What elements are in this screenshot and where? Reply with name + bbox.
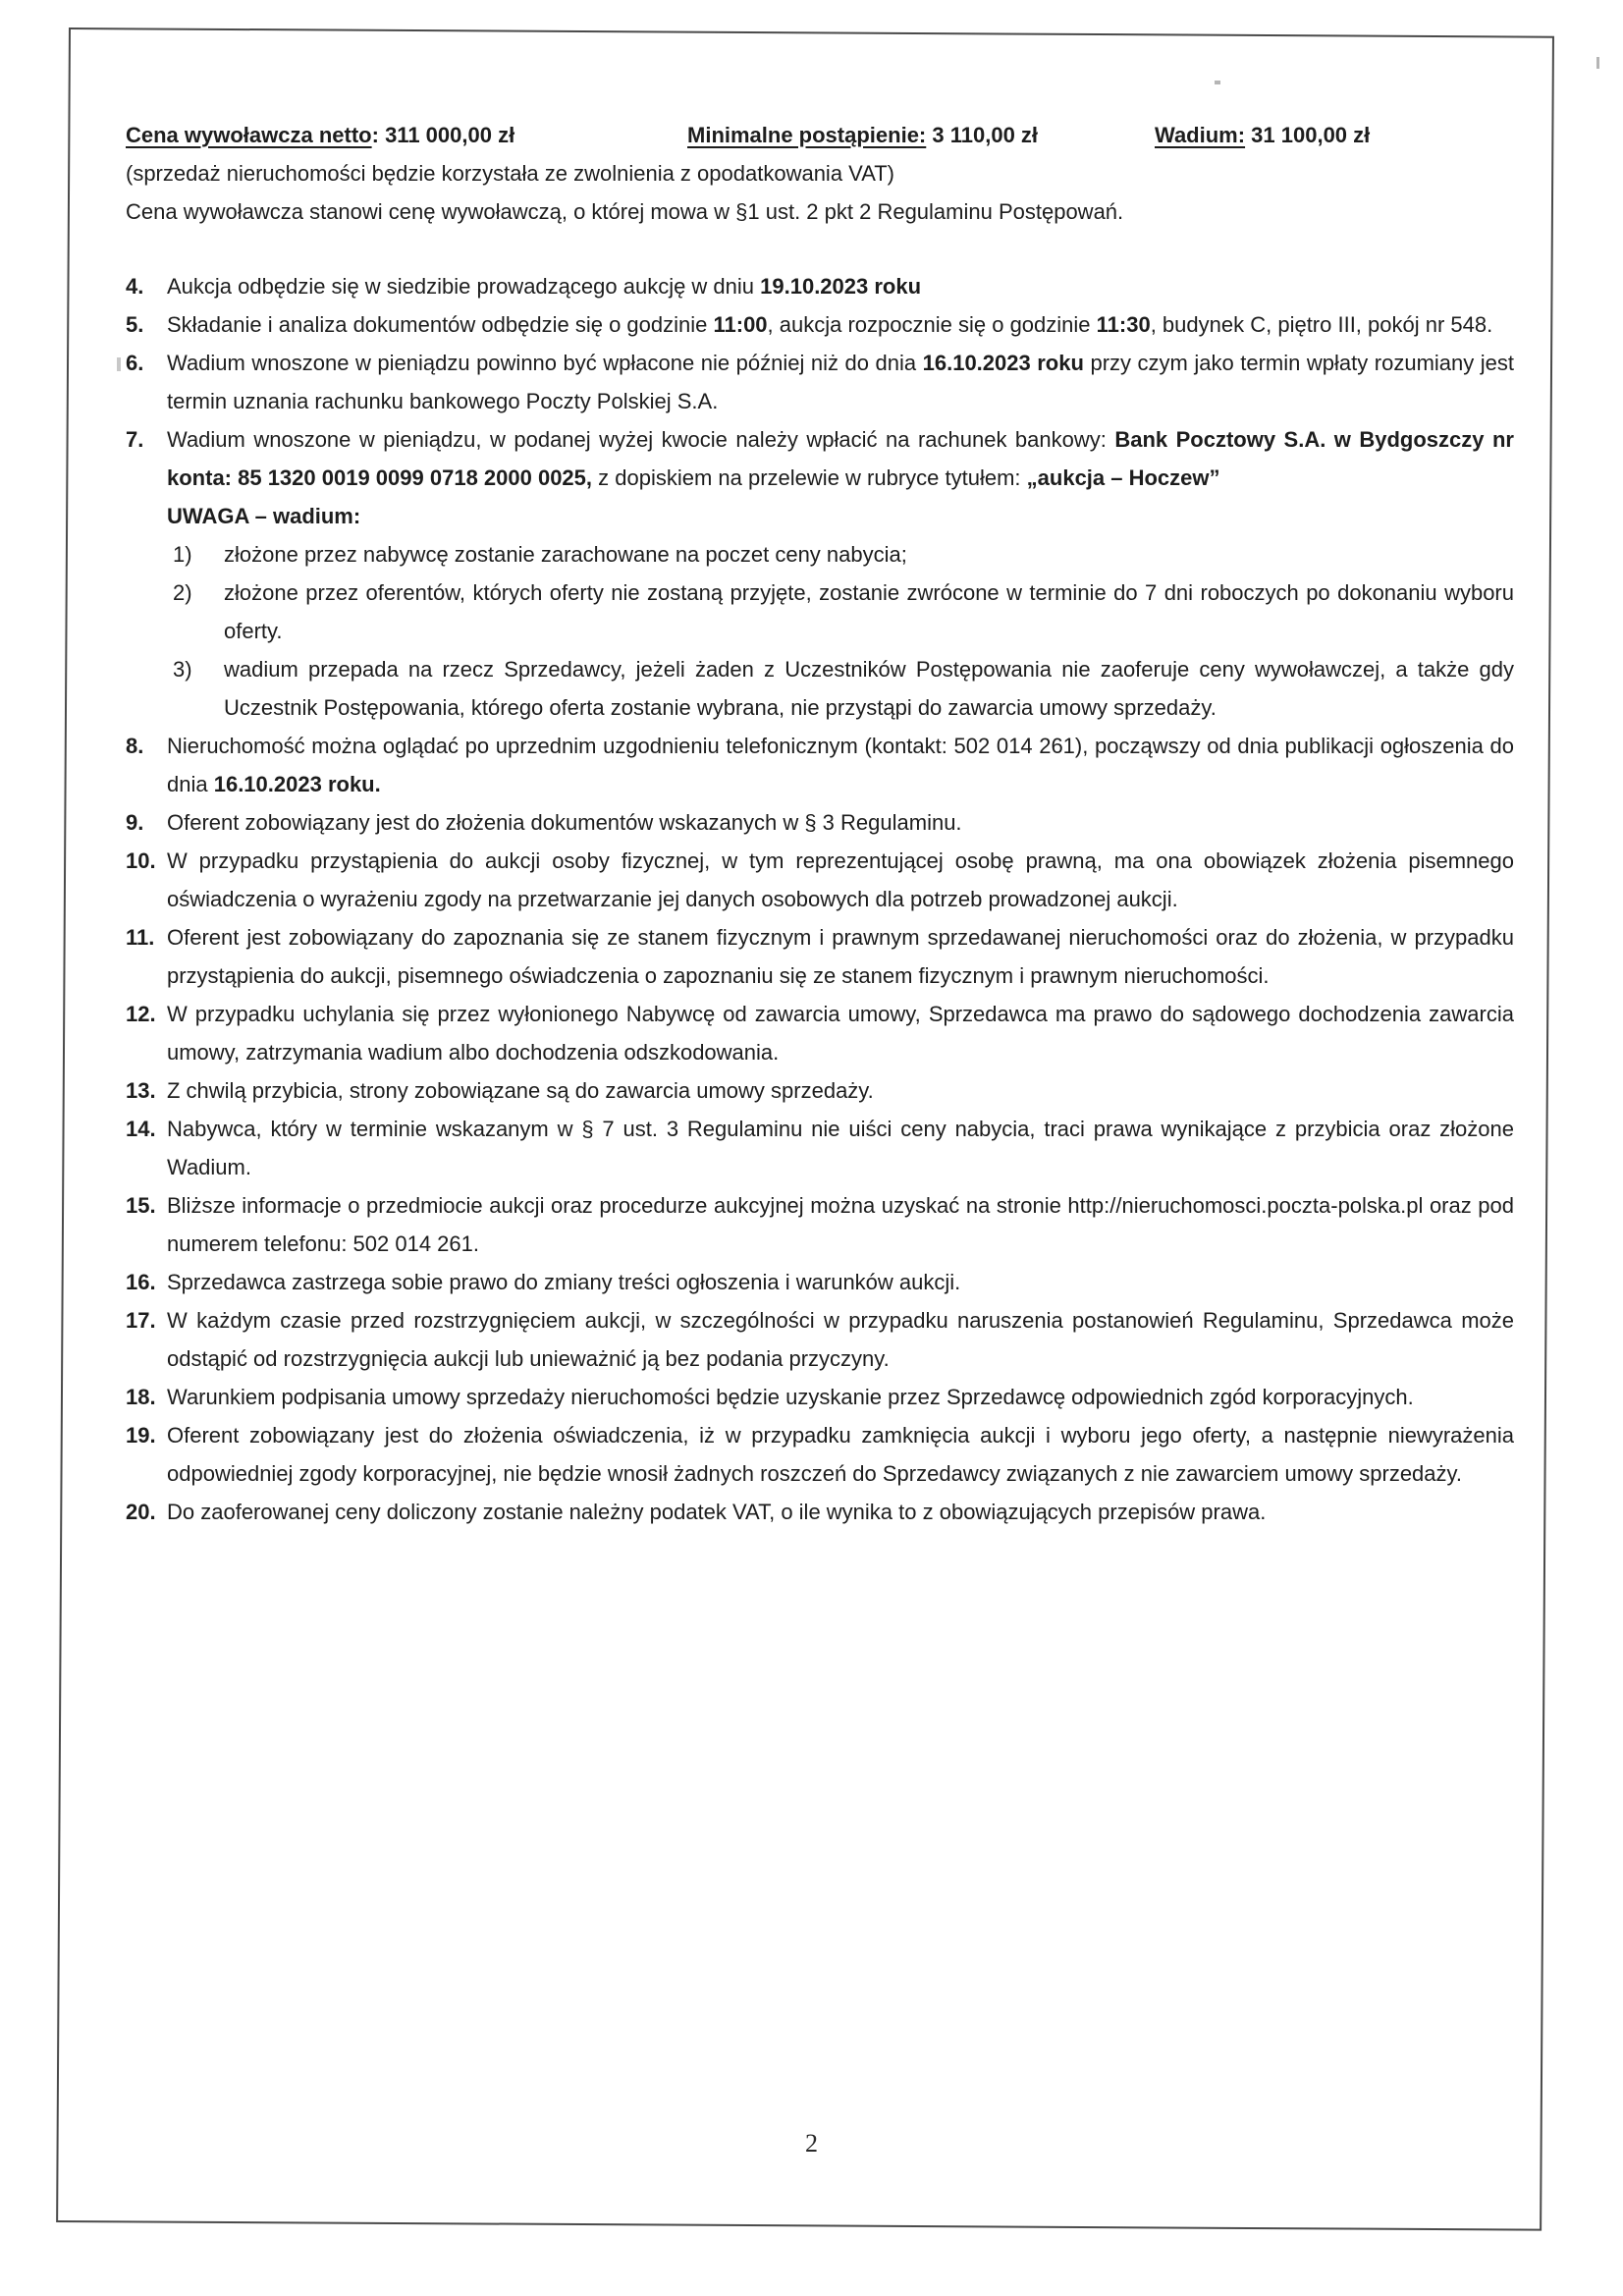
item-number: 2) xyxy=(173,580,192,605)
list-item-14 xyxy=(126,1110,1514,1186)
text-run: Bliższe informacje o przedmiocie aukcji oraz procedurze aukcyjnej można uzyskać na stronie http://nieruchomosci.poczta-polska.pl oraz pod numerem telefonu: 502 014 261. xyxy=(167,1193,1514,1256)
sub-item-1 xyxy=(126,535,1514,574)
emphasized-text: „aukcja – Hoczew” xyxy=(1026,465,1220,490)
list-item-10 xyxy=(126,842,1514,918)
list-item-4 xyxy=(126,267,1514,305)
text-run: Aukcja odbędzie się w siedzibie prowadzącego aukcję w dniu xyxy=(167,274,761,299)
emphasized-text: Bank Pocztowy S.A. w Bydgoszczy nr konta: 85 1320 0019 0099 0718 2000 0025, xyxy=(167,427,1514,490)
item-number: 6. xyxy=(126,351,144,375)
text-run: Oferent zobowiązany jest do złożenia dokumentów wskazanych w § 3 Regulaminu. xyxy=(167,810,962,835)
list-item-5 xyxy=(126,305,1514,344)
list-item-13 xyxy=(126,1071,1514,1110)
text-run: W przypadku uchylania się przez wyłonionego Nabywcę od zawarcia umowy, Sprzedawca ma prawo do sądowego dochodzenia zawarcia umowy, zatrzymania wadium albo dochodzenia odszkodowania. xyxy=(167,1002,1514,1065)
text-run: Sprzedawca zastrzega sobie prawo do zmiany treści ogłoszenia i warunków aukcji. xyxy=(167,1270,961,1294)
emphasized-text: 19.10.2023 roku xyxy=(760,274,922,299)
deposit-label: Wadium: xyxy=(1155,123,1246,147)
text-run: Oferent jest zobowiązany do zapoznania się ze stanem fizycznym i prawnym sprzedawanej nieruchomości oraz do złożenia, w przypadku przystąpienia do aukcji, pisemnego oświadczenia o zapoznaniu się ze stanem fizycznym i prawnym nieruchomości. xyxy=(167,925,1514,988)
text-run: , aukcja rozpocznie się o godzinie xyxy=(767,312,1097,337)
item-number: 7. xyxy=(126,427,144,452)
item-number: 15. xyxy=(126,1193,156,1218)
item-number: 18. xyxy=(126,1385,156,1409)
page-number: 2 xyxy=(805,2129,818,2158)
list-item-8 xyxy=(126,727,1514,803)
emphasized-text: 11:00 xyxy=(713,312,768,337)
list xyxy=(126,267,1514,1531)
text-run: Wadium wnoszone w pieniądzu, w podanej wyżej kwocie należy wpłacić na rachunek bankowy: xyxy=(167,427,1115,452)
list-item-15 xyxy=(126,1186,1514,1263)
item-number: 9. xyxy=(126,810,144,835)
text-run: Wadium wnoszone w pieniądzu powinno być wpłacone nie później niż do dnia xyxy=(167,351,923,375)
text-run: wadium przepada na rzecz Sprzedawcy, jeżeli żaden z Uczestników Postępowania nie zaoferuje ceny wywoławczej, a także gdy Uczestnik Postępowania, którego oferta zostanie wybrana, nie przystąpi do zawarcia umowy sprzedaży. xyxy=(224,657,1514,720)
intro-paragraphs xyxy=(126,154,1514,231)
emphasized-text: 11:30 xyxy=(1096,312,1151,337)
starting-price-net xyxy=(126,116,514,154)
sub-item-3 xyxy=(126,650,1514,727)
scan-artifact xyxy=(1596,57,1599,69)
text-run: W przypadku przystąpienia do aukcji osoby fizycznej, w tym reprezentującej osobę prawną, ma ona obowiązek złożenia pisemnego oświadczenia o wyrażeniu zgody na przetwarzanie jej danych osobowych dla potrzeb prowadzonej aukcji. xyxy=(167,848,1514,911)
text-run: złożone przez nabywcę zostanie zarachowane na poczet ceny nabycia; xyxy=(224,542,907,567)
scan-artifact xyxy=(117,357,121,371)
list-item-6 xyxy=(126,344,1514,420)
list-item-7 xyxy=(126,420,1514,497)
list-item-11 xyxy=(126,918,1514,995)
item-number: 17. xyxy=(126,1308,156,1333)
text-run: Nabywca, który w terminie wskazanym w § 7 ust. 3 Regulaminu nie uiści ceny nabycia, traci prawa wynikające z przybicia oraz złożone Wadium. xyxy=(167,1117,1514,1179)
item-number: 12. xyxy=(126,1002,156,1026)
minimum-bid-label: Minimalne postąpienie: xyxy=(687,123,927,147)
sub-item-2 xyxy=(126,574,1514,650)
text-run: Do zaoferowanej ceny doliczony zostanie należny podatek VAT, o ile wynika to z obowiązujących przepisów prawa. xyxy=(167,1500,1267,1524)
note-line xyxy=(126,497,1514,535)
item-number: 13. xyxy=(126,1078,156,1103)
list-item-19 xyxy=(126,1416,1514,1493)
item-number: 16. xyxy=(126,1270,156,1294)
starting-price-value: : 311 000,00 zł xyxy=(371,123,515,147)
item-number: 8. xyxy=(126,734,144,758)
starting-price-clause: Cena wywoławcza stanowi cenę wywoławczą, o której mowa w §1 ust. 2 pkt 2 Regulaminu Postępowań. xyxy=(126,199,1124,224)
scan-artifact xyxy=(1215,81,1220,84)
text-run: W każdym czasie przed rozstrzygnięciem aukcji, w szczególności w przypadku naruszenia postanowień Regulaminu, Sprzedawca może odstąpić od rozstrzygnięcia aukcji lub unieważnić ją bez podania przyczyny. xyxy=(167,1308,1514,1371)
vat-exemption-note: (sprzedaż nieruchomości będzie korzystała ze zwolnienia z opodatkowania VAT) xyxy=(126,161,895,186)
list-item-20 xyxy=(126,1493,1514,1531)
list-item-9 xyxy=(126,803,1514,842)
item-number: 3) xyxy=(173,657,192,682)
item-number: 4. xyxy=(126,274,144,299)
minimum-bid-value: 3 110,00 zł xyxy=(926,123,1039,147)
deposit-value: 31 100,00 zł xyxy=(1245,123,1371,147)
price-header-row xyxy=(126,116,1514,154)
list-item-18 xyxy=(126,1378,1514,1416)
text-run: złożone przez oferentów, których oferty nie zostaną przyjęte, zostanie zwrócone w terminie do 7 dni roboczych po dokonaniu wyboru oferty. xyxy=(224,580,1514,643)
text-run: z dopiskiem na przelewie w rubryce tytułem: xyxy=(592,465,1027,490)
minimum-bid-increment xyxy=(687,116,1038,154)
list-item-12 xyxy=(126,995,1514,1071)
emphasized-text: UWAGA – wadium: xyxy=(167,504,361,528)
list-item-16 xyxy=(126,1263,1514,1301)
item-number: 19. xyxy=(126,1423,156,1448)
text-run: Oferent zobowiązany jest do złożenia oświadczenia, iż w przypadku zamknięcia aukcji i wyboru jego oferty, a następnie niewyrażenia odpowiedniej zgody korporacyjnej, nie będzie wnosił żadnych roszczeń do Sprzedawcy związanych z nie zawarciem umowy sprzedaży. xyxy=(167,1423,1514,1486)
item-number: 1) xyxy=(173,542,192,567)
text-run: Składanie i analiza dokumentów odbędzie się o godzinie xyxy=(167,312,714,337)
starting-price-label: Cena wywoławcza netto xyxy=(126,123,372,147)
item-number: 20. xyxy=(126,1500,156,1524)
item-number: 10. xyxy=(126,848,156,873)
text-run: przy czym jako termin wpłaty rozumiany jest termin uznania rachunku bankowego Poczty Polskiej S.A. xyxy=(167,351,1515,413)
deposit xyxy=(1155,116,1370,154)
text-run: Z chwilą przybicia, strony zobowiązane są do zawarcia umowy sprzedaży. xyxy=(167,1078,874,1103)
text-run: , budynek C, piętro III, pokój nr 548. xyxy=(1150,312,1493,337)
text-run: Nieruchomość można oglądać po uprzednim uzgodnieniu telefonicznym (kontakt: 502 014 261), począwszy od dnia publikacji ogłoszenia do dnia xyxy=(167,734,1514,796)
item-number: 11. xyxy=(126,925,155,950)
emphasized-text: 16.10.2023 roku. xyxy=(213,772,381,796)
item-number: 5. xyxy=(126,312,144,337)
list-item-17 xyxy=(126,1301,1514,1378)
emphasized-text: 16.10.2023 roku xyxy=(922,351,1084,375)
item-number: 14. xyxy=(126,1117,156,1141)
text-run: Warunkiem podpisania umowy sprzedaży nieruchomości będzie uzyskanie przez Sprzedawcę odpowiednich zgód korporacyjnych. xyxy=(167,1385,1414,1409)
document-content xyxy=(126,116,1514,1531)
